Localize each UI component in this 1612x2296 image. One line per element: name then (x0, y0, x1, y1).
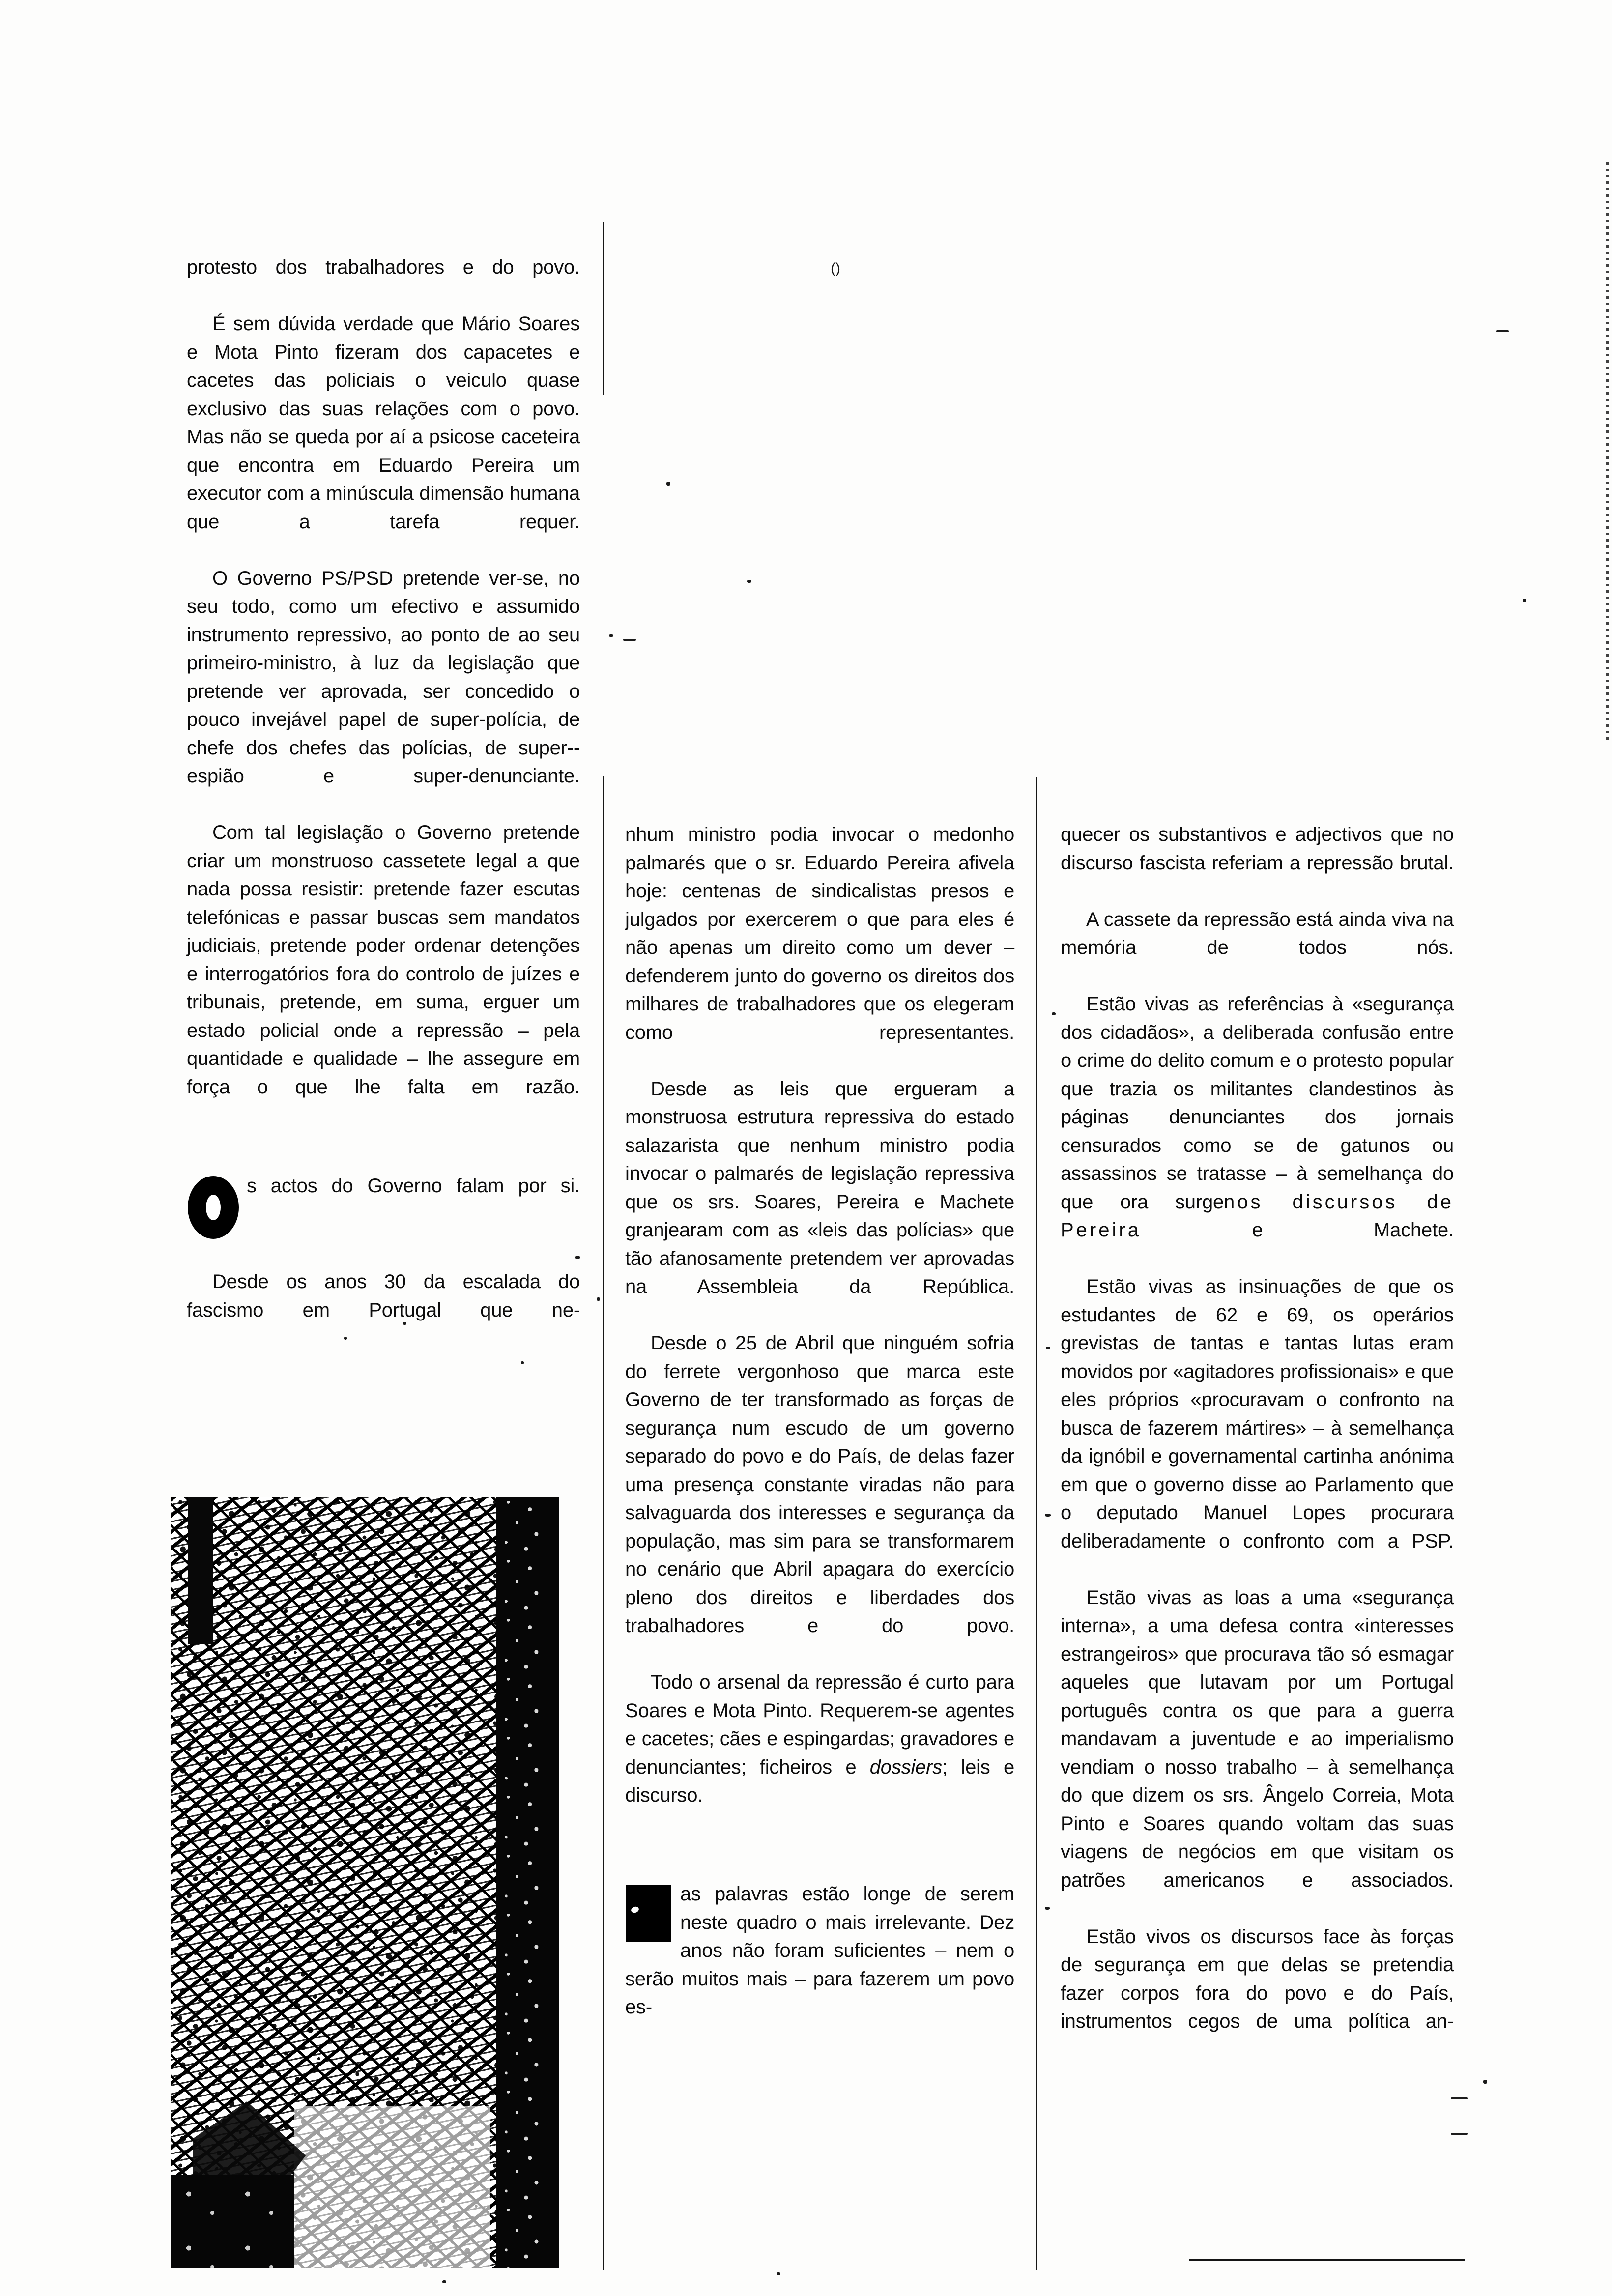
dust-speck (442, 2280, 446, 2283)
paragraph: A cassete da repressão está ainda viva na memória de todos nós. (1061, 908, 1454, 958)
dust-speck (609, 634, 613, 637)
italic-term: dossiers (869, 1756, 943, 1778)
halftone-highlight (294, 2106, 490, 2268)
dust-speck (1045, 1514, 1051, 1517)
text-column-2 (625, 821, 1014, 2050)
paragraph: Desde as leis que ergueram a monstruosa estrutura repressiva do estado salazarista que nenhum ministro podia invocar o palmarés de legislação repressiva que os srs. Soares, Pereira e Machete granjearam com as «leis das polícias» que tão afanosamente pretendem ver aprovadas na Assembleia da República. (625, 1078, 1014, 1297)
photograph (171, 1497, 559, 2268)
halftone-dark-band (496, 1497, 559, 2268)
column-divider-2-3 (1036, 777, 1037, 2270)
dust-speck (1045, 1907, 1050, 1910)
paragraph: quecer os substantivos e adjectivos que no discurso fascista referiam a repressão brutal. (1061, 824, 1454, 874)
paragraph (1061, 990, 1454, 1273)
dust-speck (1523, 599, 1526, 602)
paragraph: Desde os anos 30 da escalada do fascismo em Portugal que ne- (187, 1271, 580, 1321)
halftone-dark-block (171, 2175, 294, 2268)
dust-speck (597, 1297, 600, 1301)
dust-dash (1451, 2097, 1468, 2099)
letterspaced-run: nos discursos de Pereira e (1061, 1191, 1454, 1241)
paragraph: nhum ministro podia invocar o medonho palmarés que o sr. Eduardo Pereira afivela hoje: centenas de sindicalistas presos e julgados por exercerem o que para eles é não apenas um direito como um dever – defenderem junto do governo os direitos dos milhares de trabalhadores que os elegeram como representantes. (625, 824, 1014, 1043)
paragraph-text-before: Todo o arsenal da repressão é curto para Soares e Mota Pinto. Requerem-se agentes e cacetes; cães e espingardas; gravadores e denunciantes; ficheiros e (625, 1671, 1014, 1778)
scan-edge-artifact (1606, 162, 1609, 742)
dust-speck (521, 1361, 524, 1364)
paragraph-with-italic (625, 1668, 1014, 1838)
paragraph: Com tal legislação o Governo pretende criar um monstruoso cassetete legal a que nada possa resistir: pretende fazer escutas telefónicas e passar buscas sem mandatos judiciais, pretende poder ordenar detenções e interrogatórios fora do controlo de juízes e tribunais, pretende, em suma, erguer um estado policial onde a repressão – pela quantidade e qualidade – lhe assegure em força o que lhe falta em razão. (187, 822, 580, 1098)
paragraph: as palavras estão longe de serem neste quadro o mais irrelevante. Dez anos não foram suficientes – nem o serão muitos mais – para fazerem um povo es- (625, 1883, 1014, 2018)
paragraph: Estão vivos os discursos face às forças de segurança em que delas se pretendia fazer corpos fora do povo e do País, instrumentos cegos de uma política an- (1061, 1925, 1454, 2032)
paragraph-text: Estão vivas as referências à «segurança dos cidadãos», a deliberada confusão entre o crime do delito comum e o protesto popular que trazia os militantes clandestinos às páginas denunciantes dos jornais censurados como se de gatunos ou assassinos se tratasse – à semelhança do que ora surge (1061, 993, 1454, 1213)
paragraph: Desde o 25 de Abril que ninguém sofria do ferrete vergonhoso que marca este Governo de ter transformado as forças de segurança num escudo de um governo separado do povo e do País, de delas fazer uma presença constante viradas não para salvaguarda dos interesses e segurança da população, mas sim para se transformarem no cenário que Abril apagara do exercício pleno dos direitos e liberdades dos trabalhadores e do povo. (625, 1332, 1014, 1636)
paragraph: protesto dos trabalhadores e do povo. (187, 257, 580, 278)
dust-speck (1483, 2080, 1487, 2084)
dust-speck (777, 2272, 780, 2275)
letterspaced-run-end: Machete. (1374, 1219, 1454, 1241)
paragraph: O Governo PS/PSD pretende ver-se, no seu todo, como um efectivo e assumido instrumento repressivo, ao ponto de ao seu primeiro-ministro, à luz da legislação que pretende ver aprovada, ser concedido o pouco invejável papel de super-polícia, de chefe dos chefes das polícias, de super--espião e super-denunciante. (187, 567, 580, 787)
dropcap-letter-o-icon (188, 1176, 239, 1239)
halftone-dark-left (188, 1497, 213, 1644)
dust-dash (623, 639, 636, 641)
stray-scan-mark: () (831, 260, 840, 277)
paragraph: Estão vivas as insinuações de que os estudantes de 62 e 69, os operários grevistas de tantas e tantas lutas eram movidos por «agitadores profissionais» e que eles próprios «procuravam o confronto na busca de fazerem mártires» – à semelhança da ignóbil e governamental cartinha anónima em que o governo disse ao Parlamento que o deputado Manuel Lopes procurara deliberadamente o confronto com a PSP. (1061, 1276, 1454, 1552)
paragraph-gap (625, 1838, 1014, 1880)
dropcap-block-e (625, 1880, 1014, 2050)
text-column-3 (1061, 821, 1454, 2064)
paragraph: É sem dúvida verdade que Mário Soares e Mota Pinto fizeram dos capacetes e cacetes das policiais o veiculo quase exclusivo das suas relações com o povo. Mas não se queda por aí a psicose caceteira que encontra em Eduardo Pereira um executor com a minúscula dimensão humana que a tarefa requer. (187, 313, 580, 533)
paragraph: s actos do Governo falam por si. (247, 1175, 580, 1197)
dust-speck (1052, 1012, 1056, 1015)
text-column-1 (187, 254, 580, 1353)
paragraph-text-after: ; leis e discurso. (625, 1756, 1014, 1806)
paragraph-gap (187, 1130, 580, 1172)
halftone-image (171, 1497, 559, 2268)
paragraph: Estão vivas as loas a uma «segurança interna», a uma defesa contra «interesses estrangeiros» que procurava tão só esmagar aqueles que lutavam por um Portugal português contra os que para a guerra mandavam a juventude e ao imperialismo vendiam o nosso trabalho – à semelhança do que dizem os srs. Ângelo Correia, Mota Pinto e Soares quando voltam das suas viagens de negócios em que visitam os patrões americanos e associados. (1061, 1586, 1454, 1891)
bottom-rule (1189, 2259, 1465, 2261)
dropcap-block-o (187, 1172, 580, 1268)
dropcap-letter-e-icon (626, 1885, 671, 1942)
column-divider-1-2 (603, 776, 604, 2270)
dust-speck (1046, 1347, 1050, 1349)
dust-dash (1451, 2133, 1468, 2135)
column-divider-upper (603, 222, 604, 395)
dust-dash (1496, 330, 1509, 332)
dust-speck (747, 580, 751, 583)
dust-speck (666, 482, 670, 486)
